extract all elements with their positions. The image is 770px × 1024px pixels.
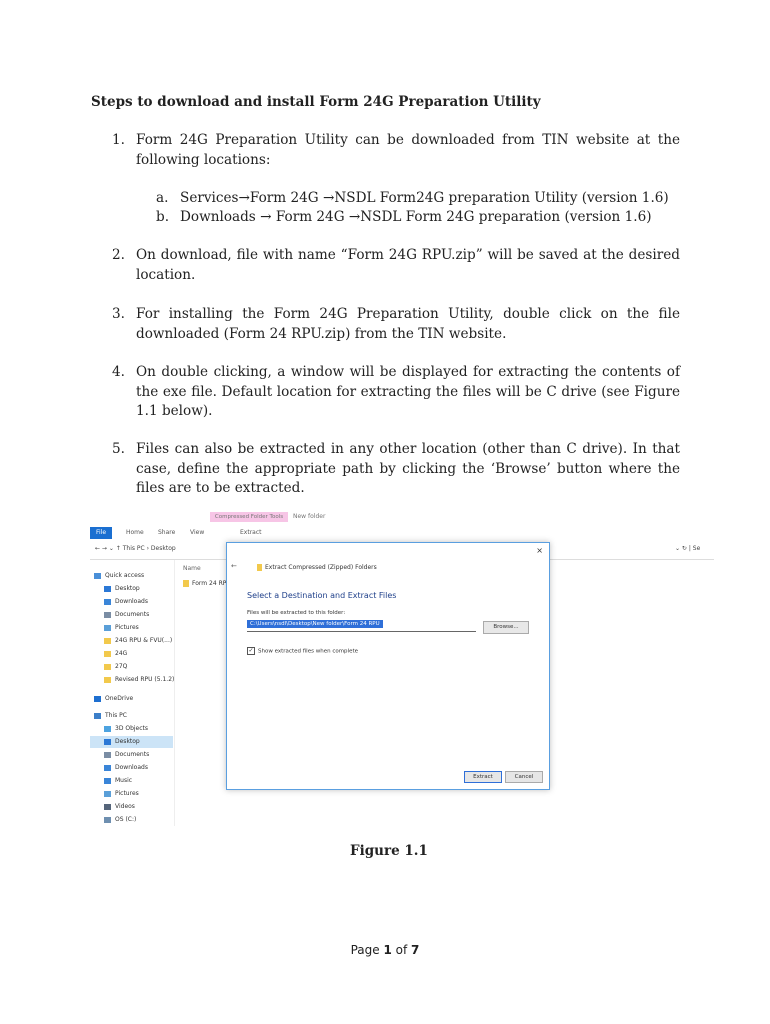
- pictures-icon: [104, 625, 111, 631]
- cloud-icon: [94, 696, 101, 702]
- step-text: Form 24G Preparation Utility can be downloaded from TIN website at the following locations:: [136, 132, 680, 168]
- document-icon: [104, 612, 111, 618]
- nav-folder: 27Q: [104, 663, 127, 670]
- sub-item-a: [156, 189, 669, 208]
- step-2: [112, 246, 680, 285]
- new-folder-title: New folder: [293, 513, 326, 520]
- nav-pictures: Pictures: [104, 624, 139, 631]
- video-icon: [104, 804, 111, 810]
- close-icon: ×: [536, 546, 543, 555]
- tab-extract: Extract: [240, 529, 262, 536]
- document-icon: [104, 752, 111, 758]
- back-arrow-icon: ←: [231, 562, 237, 570]
- nav-documents: Documents: [104, 611, 149, 618]
- zip-folder-icon: [257, 564, 262, 571]
- folder-icon: [104, 664, 111, 670]
- dialog-heading: Select a Destination and Extract Files: [247, 591, 397, 600]
- step-4: [112, 363, 680, 422]
- nav-videos: Videos: [104, 803, 135, 810]
- step-number: 1.: [112, 132, 125, 148]
- divider: [174, 560, 175, 826]
- file-item: Form 24 RP: [183, 580, 226, 587]
- sub-item-text: Downloads → Form 24G →NSDL Form 24G preparation (version 1.6): [180, 209, 652, 225]
- download-icon: [104, 599, 111, 605]
- step-text: Files can also be extracted in any other location (other than C drive). In that case, define the appropriate path by clicking the ‘Browse’ button where the files are to be extracted.: [136, 441, 680, 496]
- cancel-button: Cancel: [505, 771, 543, 783]
- address-controls: ⌄ ↻ | Se: [675, 545, 701, 552]
- extract-button: Extract: [464, 771, 502, 783]
- destination-path-input: C:\Users\nsdl\Desktop\New folder\Form 24 RPU: [247, 620, 476, 632]
- figure-screenshot: [90, 512, 714, 826]
- sub-item-number: a.: [156, 190, 169, 206]
- step-text: On download, file with name “Form 24G RPU.zip” will be saved at the desired location.: [136, 247, 680, 283]
- step-number: 5.: [112, 441, 125, 457]
- column-header-name: Name: [183, 565, 201, 572]
- pictures-icon: [104, 791, 111, 797]
- folder-icon: [104, 739, 111, 745]
- folder-icon: [104, 586, 111, 592]
- drive-icon: [104, 817, 111, 823]
- zip-folder-icon: [183, 580, 189, 587]
- cube-icon: [104, 726, 111, 732]
- folder-icon: [104, 638, 111, 644]
- document-heading: Steps to download and install Form 24G Preparation Utility: [91, 94, 541, 110]
- address-bar: ← → ⌄ ↑ This PC › Desktop: [95, 545, 176, 552]
- step-text: For installing the Form 24G Preparation Utility, double click on the file downloaded (Form 24 RPU.zip) from the TIN website.: [136, 306, 680, 342]
- file-tab: File: [90, 527, 112, 539]
- show-files-checkbox: ✓ Show extracted files when complete: [248, 647, 359, 655]
- nav-folder: 24G: [104, 650, 127, 657]
- folder-icon: [104, 651, 111, 657]
- step-number: 2.: [112, 247, 125, 263]
- nav-3d-objects: 3D Objects: [104, 725, 148, 732]
- browse-button: Browse...: [483, 621, 529, 634]
- destination-label: Files will be extracted to this folder:: [247, 610, 346, 616]
- star-icon: [94, 573, 101, 579]
- tab-share: Share: [158, 529, 176, 536]
- step-number: 4.: [112, 364, 125, 380]
- checkbox-checked-icon: ✓: [248, 647, 254, 654]
- nav-folder: 24G RPU & FVU(...): [104, 637, 172, 644]
- figure-caption: Figure 1.1: [350, 843, 428, 859]
- nav-downloads-pc: Downloads: [104, 764, 148, 771]
- computer-icon: [94, 713, 101, 719]
- sub-item-b: [156, 208, 652, 227]
- dialog-title: Extract Compressed (Zipped) Folders: [257, 564, 377, 571]
- sub-item-number: b.: [156, 209, 170, 225]
- nav-desktop: Desktop: [104, 585, 140, 592]
- step-5: [112, 440, 680, 499]
- nav-pictures-pc: Pictures: [104, 790, 139, 797]
- nav-quick-access: Quick access: [94, 572, 144, 579]
- download-icon: [104, 765, 111, 771]
- sub-item-text: Services→Form 24G →NSDL Form24G preparation Utility (version 1.6): [180, 190, 669, 206]
- nav-downloads: Downloads: [104, 598, 148, 605]
- extract-dialog: [226, 542, 550, 790]
- nav-onedrive: OneDrive: [94, 695, 133, 702]
- nav-folder: Revised RPU (5.1.2): [104, 676, 174, 683]
- nav-music: Music: [104, 777, 132, 784]
- tab-home: Home: [126, 529, 144, 536]
- step-text: On double clicking, a window will be displayed for extracting the contents of the exe file. Default location for extracting the files will be C drive (see Figure 1.1 below).: [136, 364, 680, 419]
- music-icon: [104, 778, 111, 784]
- step-number: 3.: [112, 306, 125, 322]
- step-1: [112, 131, 680, 170]
- nav-os-drive: OS (C:): [104, 816, 136, 823]
- nav-documents-pc: Documents: [104, 751, 149, 758]
- context-tab: Compressed Folder Tools: [210, 512, 288, 522]
- tab-view: View: [190, 529, 205, 536]
- page-footer: Page 1 of 7: [350, 943, 420, 957]
- nav-desktop-pc: Desktop: [104, 738, 140, 745]
- folder-icon: [104, 677, 111, 683]
- step-3: [112, 305, 680, 344]
- nav-this-pc: This PC: [94, 712, 127, 719]
